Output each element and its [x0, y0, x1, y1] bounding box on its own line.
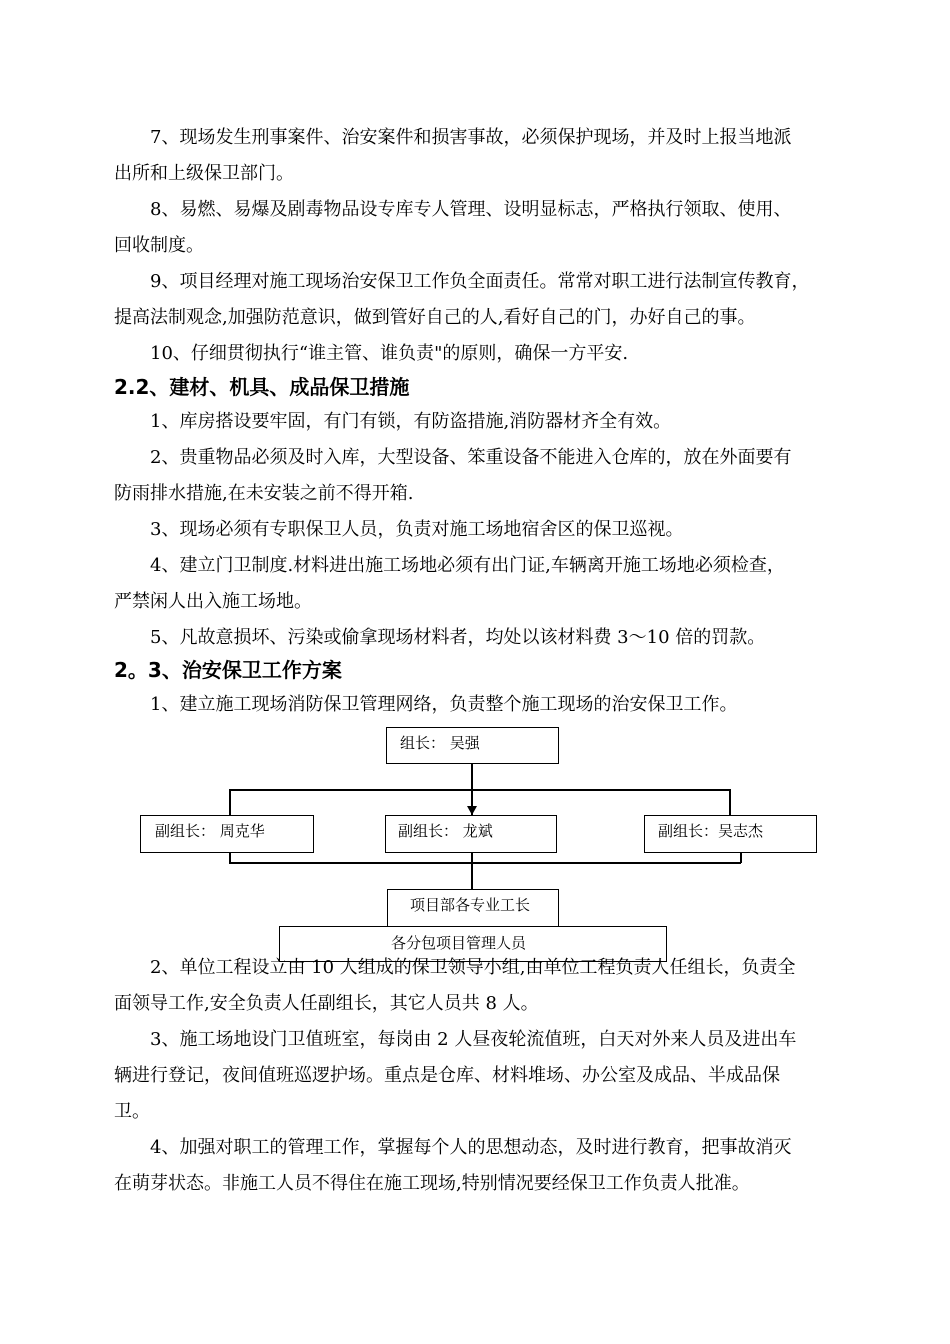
- org-deputy-left-box: [140, 815, 314, 853]
- paragraph-9-line-1: 9、项目经理对施工现场治安保卫工作负全面责任。常常对职工进行法制宣传教育，: [150, 271, 810, 292]
- section-2-3-line: 在萌芽状态。非施工人员不得住在施工现场,特别情况要经保卫工作负责人批准。: [114, 1173, 750, 1194]
- paragraph-8-line-2: 回收制度。: [114, 235, 204, 256]
- connector-arrowhead: [467, 806, 477, 815]
- section-2-3-line: 4、加强对职工的管理工作，掌握每个人的思想动态，及时进行教育，把事故消灭: [150, 1137, 792, 1158]
- paragraph-7-line-1: 7、现场发生刑事案件、治安案件和损害事故，必须保护现场，并及时上报当地派: [150, 127, 792, 148]
- section-2-2-line: 1、库房搭设要牢固，有门有锁，有防盗措施,消防器材齐全有效。: [150, 411, 672, 432]
- section-2-2-line: 4、建立门卫制度.材料进出施工场地必须有出门证,车辆离开施工场地必须检查，: [150, 555, 785, 576]
- section-2-2-line: 3、现场必须有专职保卫人员，负责对施工场地宿舍区的保卫巡视。: [150, 519, 684, 540]
- section-2-3-line: 卫。: [114, 1101, 150, 1122]
- org-deputy-left-label: 副组长： 周克华: [155, 822, 265, 840]
- org-deputy-mid-box: [385, 815, 557, 853]
- paragraph-10: 10、仔细贯彻执行“谁主管、谁负责"的原则，确保一方平安.: [150, 343, 629, 364]
- org-deputy-mid-label: 副组长： 龙斌: [398, 822, 493, 840]
- org-subcontract-label: 各分包项目管理人员: [391, 934, 527, 952]
- connector-right-drop: [729, 789, 731, 815]
- section-2-2-line: 防雨排水措施,在未安装之前不得开箱.: [114, 483, 414, 504]
- connector-bottom-horizontal: [229, 862, 741, 864]
- paragraph-9-line-2: 提高法制观念,加强防范意识，做到管好自己的人,看好自己的门，办好自己的事。: [114, 307, 756, 328]
- section-2-2-line: 5、凡故意损坏、污染或偷拿现场材料者，均处以该材料费 3～10 倍的罚款。: [150, 627, 766, 648]
- section-2-3-line: 面领导工作,安全负责人任副组长，其它人员共 8 人。: [114, 993, 539, 1014]
- org-leader-label: 组长： 吴强: [400, 734, 480, 752]
- org-deputy-right-box: [644, 815, 817, 853]
- section-2-3-heading: 2。3、治安保卫工作方案: [114, 658, 342, 682]
- section-2-2-line: 严禁闲人出入施工场地。: [114, 591, 312, 612]
- paragraph-8-line-1: 8、易燃、易爆及剧毒物品设专库专人管理、设明显标志，严格执行领取、使用、: [150, 199, 792, 220]
- section-2-3-line: 辆进行登记，夜间值班巡逻护场。重点是仓库、材料堆场、办公室及成品、半成品保: [114, 1065, 780, 1086]
- section-2-3-intro: 1、建立施工现场消防保卫管理网络，负责整个施工现场的治安保卫工作。: [150, 694, 738, 715]
- section-2-2-line: 2、贵重物品必须及时入库，大型设备、笨重设备不能进入仓库的，放在外面要有: [150, 447, 792, 468]
- section-2-3-line: 3、施工场地设门卫值班室，每岗由 2 人昼夜轮流值班，白天对外来人员及进出车: [150, 1029, 797, 1050]
- org-foremen-box: [387, 889, 559, 927]
- section-2-3-line: 2、单位工程设立由 10 人组成的保卫领导小组,由单位工程负责人任组长，负责全: [150, 957, 796, 978]
- org-deputy-right-label: 副组长：吴志杰: [658, 822, 764, 840]
- org-foremen-label: 项目部各专业工长: [410, 896, 531, 914]
- org-leader-box: [386, 727, 559, 764]
- connector-top-horizontal: [229, 789, 730, 791]
- section-2-2-heading: 2.2、建材、机具、成品保卫措施: [114, 375, 410, 399]
- paragraph-7-line-2: 出所和上级保卫部门。: [114, 163, 294, 184]
